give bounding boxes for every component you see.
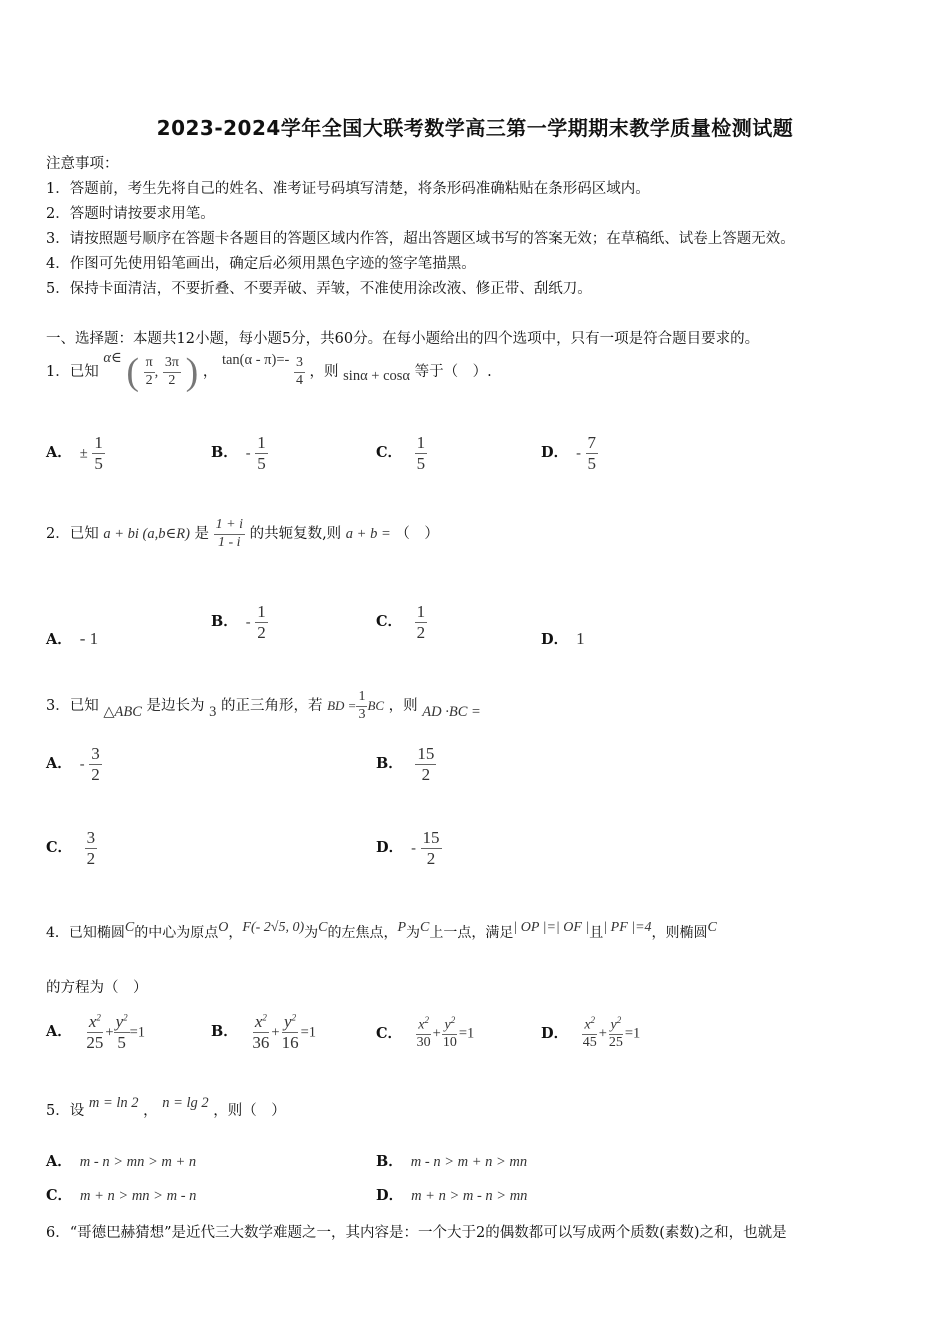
q5-option-c[interactable]: C． m + n > mn > m - n — [46, 1187, 197, 1204]
q4-option-c[interactable]: C． $\frac{x^2}{30}$ + $\frac{y^2}{10}$ =1 — [376, 1015, 475, 1051]
q1-alpha-in: α∈ — [103, 350, 122, 366]
q2-option-d[interactable]: D． 1 — [541, 629, 585, 648]
q3-side-length: 3 — [209, 704, 217, 721]
q2-frac: $\frac{1 + i}{1 - i}$ — [215, 517, 243, 550]
q1-sep: ， — [202, 364, 218, 380]
q1-option-d-frac: $\frac{7}{5}$ — [587, 433, 597, 473]
notice-heading: 注意事项： — [46, 156, 119, 172]
q3-option-a-frac: $\frac{3}{2}$ — [91, 744, 100, 784]
q2-prefix: 2．已知 — [46, 526, 99, 543]
q1-prefix: 1．已知 — [46, 364, 99, 380]
q1-tan: tan(α - π)=- — [221, 352, 290, 368]
q1-tan-frac: $\frac{3}{4}$ — [295, 354, 303, 388]
q1-option-c-frac: $\frac{1}{5}$ — [416, 433, 426, 473]
q1-option-c[interactable]: C． $\frac{1}{5}$ — [376, 433, 426, 473]
q5-option-b[interactable]: B． m - n > m + n > mn — [376, 1153, 528, 1170]
q2-option-b[interactable]: B． - $\frac{1}{2}$ — [211, 602, 266, 642]
q4-option-b[interactable]: B． $\frac{x^2}{36}$ + $\frac{y^2}{16}$ =1 — [211, 1012, 316, 1052]
q1-option-a-frac: $\frac{1}{5}$ — [94, 433, 103, 473]
q5-prefix: 5．设 — [46, 1103, 85, 1119]
q3-dot-product: AD ·BC = — [422, 704, 481, 721]
q1-then: ，则 — [309, 364, 339, 380]
question-6: 6．“哥德巴赫猜想”是近代三大数学难题之一，其内容是：一个大于2的偶数都可以写成两个质数(素数)之和，也就是 — [46, 1225, 787, 1241]
question-3 — [46, 690, 481, 722]
q4-option-a[interactable]: A． $\frac{x^2}{25}$ + $\frac{y^2}{5}$ =1 — [46, 1012, 146, 1052]
notice-item-2: 2．答题时请按要求用笔。 — [46, 206, 215, 222]
q1-ask: 等于（ ）. — [414, 364, 492, 380]
q3-option-d-frac: $\frac{15}{2}$ — [422, 828, 440, 868]
q3-bd: BD = — [327, 698, 357, 714]
q3-triangle: △ABC — [103, 704, 142, 721]
q5-option-a[interactable]: A． m - n > mn > m + n — [46, 1153, 197, 1170]
q2-expr2: a + b = — [345, 526, 391, 543]
question-2 — [46, 518, 439, 550]
exam-title: 2023-2024学年全国大联考数学高三第一学期期末教学质量检测试题 — [156, 116, 794, 140]
notice-item-5: 5．保持卡面清洁，不要折叠、不要弄破、弄皱，不准使用涂改液、修正带、刮纸刀。 — [46, 281, 592, 297]
notice-item-4: 4．作图可先使用铅笔画出，确定后必须用黑色字迹的签字笔描黑。 — [46, 256, 476, 272]
q5-ask: ，则（ ） — [213, 1103, 286, 1119]
q2-option-b-frac: $\frac{1}{2}$ — [257, 602, 266, 642]
q3-bc: BC — [367, 698, 385, 714]
q2-option-c-frac: $\frac{1}{2}$ — [416, 602, 426, 642]
q3-prefix: 3．已知 — [46, 698, 99, 715]
q1-expr: sinα + cosα — [343, 368, 411, 384]
question-4-line-1: 4．已知椭圆C的中心为原点O，F(- 2√5, 0)为C的左焦点，P为C上一点，满足| OP |=| OF |且| PF |=4，则椭圆C — [46, 920, 717, 941]
q2-is: 是 — [194, 526, 210, 543]
q5-sep: ， — [143, 1103, 158, 1119]
notice-item-1: 1．答题前，考生先将自己的姓名、准考证号码填写清楚，将条形码准确粘贴在条形码区域内。 — [46, 181, 650, 197]
q3-option-a[interactable]: A． - $\frac{3}{2}$ — [46, 744, 100, 784]
q1-left-paren: ( — [126, 351, 139, 393]
q2-ask: （ ） — [395, 526, 439, 543]
q3-then: ，则 — [388, 698, 418, 715]
q1-option-a[interactable]: A． ± $\frac{1}{5}$ — [46, 433, 103, 473]
notice-item-3: 3．请按照题号顺序在答题卡各题目的答题区域内作答，超出答题区域书写的答案无效；在草稿纸、试卷上答题无效。 — [46, 231, 795, 247]
q4-option-d[interactable]: D． $\frac{x^2}{45}$ + $\frac{y^2}{25}$ =1 — [541, 1015, 641, 1051]
q1-right-paren: ) — [185, 351, 199, 393]
question-5 — [46, 1095, 286, 1120]
q3-option-d[interactable]: D． - $\frac{15}{2}$ — [376, 828, 440, 868]
q1-option-d[interactable]: D． - $\frac{7}{5}$ — [541, 433, 597, 473]
q1-interval-a: $\frac{\pi}{2}$ — [145, 354, 153, 388]
q5-n: n = lg 2 — [162, 1095, 209, 1111]
question-1: 1．已知 α∈ ( $\frac{\pi}{2}$ , $\frac{3\pi}{2}$ ) ， tan(α - π)=- $\frac{3}{4}$ ，则 sinα + cosα 等于（ ）. — [46, 350, 492, 393]
section-heading: 一、选择题：本题共12小题，每小题5分，共60分。在每小题给出的四个选项中，只有一项是符合题目要求的。 — [46, 331, 760, 347]
q1-option-b-frac: $\frac{1}{5}$ — [257, 433, 266, 473]
q1-option-b[interactable]: B． - $\frac{1}{5}$ — [211, 433, 266, 473]
q2-rest: 的共轭复数,则 — [249, 526, 342, 543]
q3-mid: 是边长为 — [146, 698, 205, 715]
q3-bd-frac: $\frac{1}{3}$ — [358, 689, 366, 722]
q5-m: m = ln 2 — [88, 1095, 139, 1111]
q3-option-b-frac: $\frac{15}{2}$ — [417, 744, 435, 784]
q1-interval-b: $\frac{3\pi}{2}$ — [164, 354, 179, 388]
q2-expr: a + bi (a,b∈R) — [103, 526, 190, 543]
q3-mid2: 的正三角形，若 — [220, 698, 323, 715]
q2-option-c[interactable]: C． $\frac{1}{2}$ — [376, 602, 426, 642]
question-4-line-2: 的方程为（ ） — [46, 980, 148, 996]
q2-option-a[interactable]: A． - 1 — [46, 629, 99, 648]
q3-option-c-frac: $\frac{3}{2}$ — [86, 828, 96, 868]
q3-option-b[interactable]: B． $\frac{15}{2}$ — [376, 744, 435, 784]
q5-option-d[interactable]: D． m + n > m - n > mn — [376, 1187, 528, 1204]
q3-option-c[interactable]: C． $\frac{3}{2}$ — [46, 828, 96, 868]
